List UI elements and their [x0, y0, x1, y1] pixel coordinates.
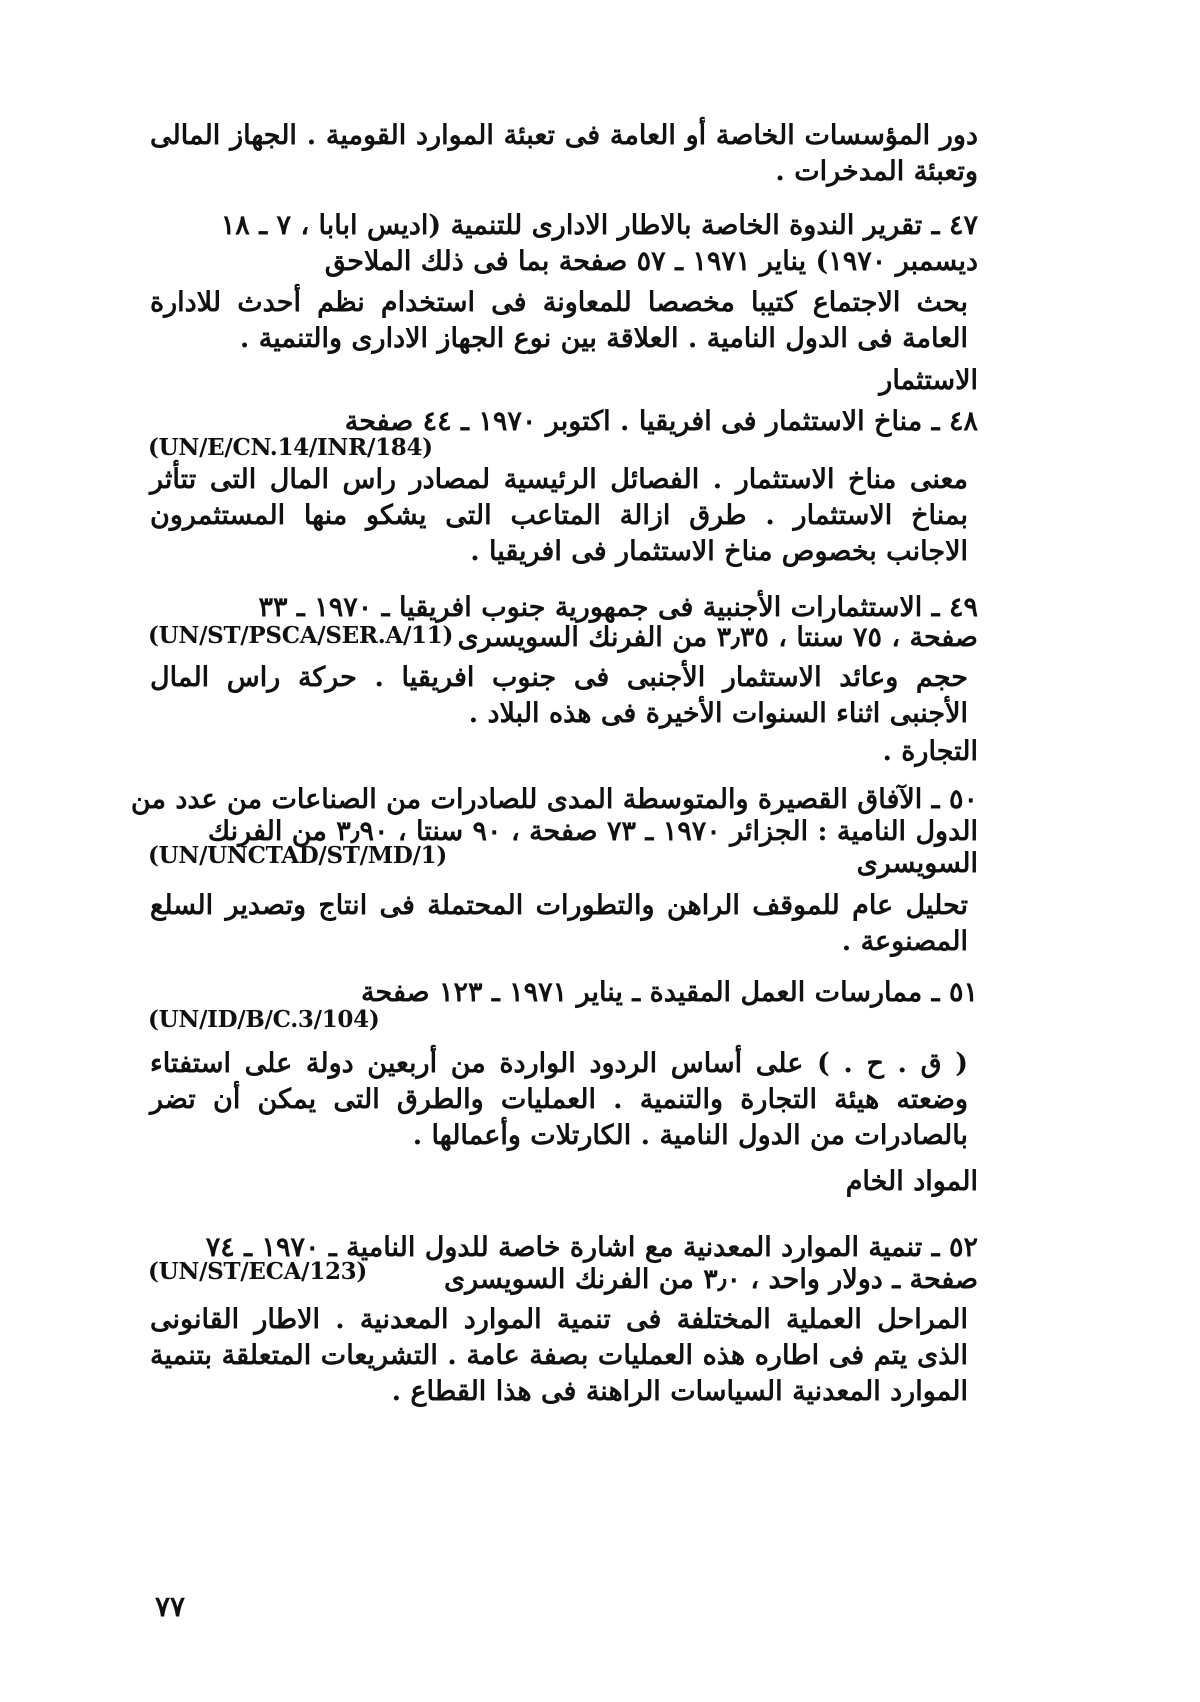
intro-paragraph: دور المؤسسات الخاصة أو العامة فى تعبئة الموارد القومية . الجهاز المالى وتعبئة المدخرات .: [150, 120, 978, 187]
entry-50-title-line1: ٥٠ ـ الآفاق القصيرة والمتوسطة المدى للصادرات من الصناعات من عدد من: [130, 784, 978, 815]
section-heading-trade: التجارة .: [882, 736, 978, 767]
entry-47-title-line2: ديسمبر ١٩٧٠) يناير ١٩٧١ ـ ٥٧ صفحة بما فى ذلك الملاحق: [324, 246, 978, 277]
entry-50-title-line3: السويسرى: [856, 848, 978, 879]
entry-52-title-line2: صفحة ـ دولار واحد ، ٣٫٠ من الفرنك السويسرى: [444, 1264, 978, 1295]
entry-48-summary: معنى مناخ الاستثمار . الفصائل الرئيسية لمصادر راس المال التى تتأثر بمناخ الاستثمار . طرق ازالة المتاعب التى يشكو منها المستثمرون الاجانب بخصوص مناخ الاستثمار فى افريقيا .: [150, 464, 968, 567]
section-heading-raw-materials: المواد الخام: [845, 1166, 978, 1197]
entry-51-title-line1: ٥١ ـ ممارسات العمل المقيدة ـ يناير ١٩٧١ ـ ١٢٣ صفحة: [361, 977, 978, 1008]
entry-48-symbol: (UN/E/CN.14/INR/184): [148, 434, 433, 461]
entry-49-summary: حجم وعائد الاستثمار الأجنبى فى جنوب افريقيا . حركة راس المال الأجنبى اثناء السنوات الأخيرة فى هذه البلاد .: [150, 662, 968, 729]
page-number: ٧٧: [155, 1590, 186, 1623]
entry-50-summary: تحليل عام للموقف الراهن والتطورات المحتملة فى انتاج وتصدير السلع المصنوعة .: [150, 890, 968, 957]
entry-50-title-line2: الدول النامية : الجزائر ١٩٧٠ ـ ٧٣ صفحة ، ٩٠ سنتا ، ٣٫٩٠ من الفرنك: [207, 816, 978, 847]
entry-48-title-line1: ٤٨ ـ مناخ الاستثمار فى افريقيا . اكتوبر ١٩٧٠ ـ ٤٤ صفحة: [344, 406, 978, 437]
entry-52-summary: المراحل العملية المختلفة فى تنمية الموارد المعدنية . الاطار القانونى الذى يتم فى اطاره هذه العمليات بصفة عامة . التشريعات المتعلقة بتنمية الموارد المعدنية السياسات الراهنة فى هذا القطاع .: [150, 1304, 968, 1407]
entry-49-symbol: (UN/ST/PSCA/SER.A/11): [148, 622, 454, 649]
entry-50-symbol: (UN/UNCTAD/ST/MD/1): [148, 842, 447, 869]
entry-49-title-line1: ٤٩ ـ الاستثمارات الأجنبية فى جمهورية جنوب افريقيا ـ ١٩٧٠ ـ ٣٣: [258, 592, 978, 623]
entry-49-title-line2: صفحة ، ٧٥ سنتا ، ٣٫٣٥ من الفرنك السويسرى: [457, 622, 978, 653]
entry-47-summary: بحث الاجتماع كتيبا مخصصا للمعاونة فى استخدام نظم أحدث للادارة العامة فى الدول النامية . العلاقة بين نوع الجهاز الادارى والتنمية .: [150, 287, 968, 354]
entry-52-title-line1: ٥٢ ـ تنمية الموارد المعدنية مع اشارة خاصة للدول النامية ـ ١٩٧٠ ـ ٧٤: [205, 1232, 978, 1263]
entry-51-summary: ( ق . ح . ) على أساس الردود الواردة من أربعين دولة على استفتاء وضعته هيئة التجارة والتنمية . العمليات والطرق التى يمكن أن تضر بالصادرات من الدول النامية . الكارتلات وأعمالها .: [150, 1048, 968, 1151]
entry-51-symbol: (UN/ID/B/C.3/104): [148, 1006, 380, 1033]
entry-52-symbol: (UN/ST/ECA/123): [148, 1258, 367, 1285]
entry-47-title-line1: ٤٧ ـ تقرير الندوة الخاصة بالاطار الادارى للتنمية (اديس ابابا ، ٧ ـ ١٨: [220, 210, 978, 241]
section-heading-investment: الاستثمار: [879, 365, 978, 396]
